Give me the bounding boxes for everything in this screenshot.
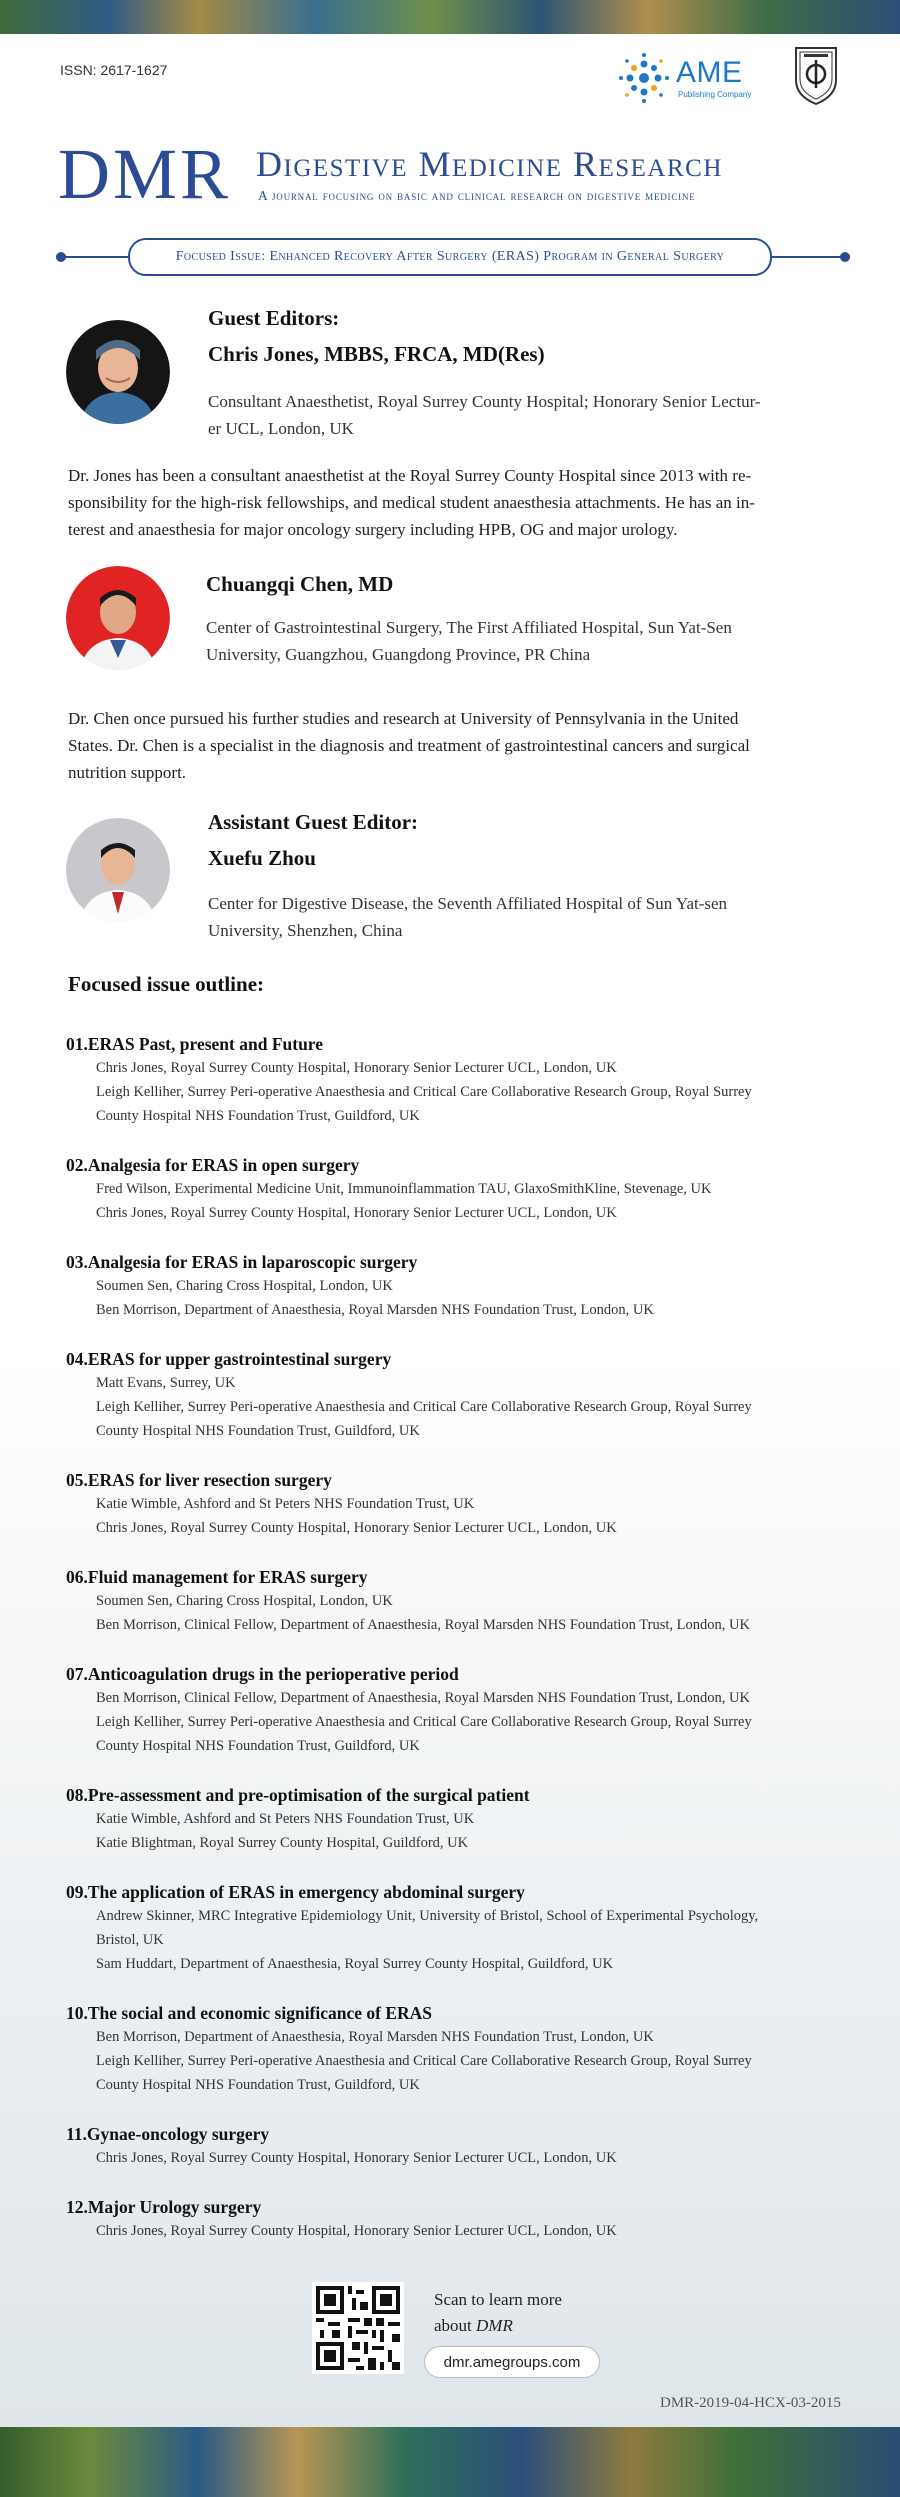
scan-prefix: about bbox=[434, 2316, 477, 2335]
outline-item bbox=[66, 1783, 846, 1855]
outline-item-title: 11.Gynae-oncology surgery bbox=[66, 2124, 270, 2144]
avatar-chris-jones bbox=[66, 320, 170, 424]
outline-author: Soumen Sen, Charing Cross Hospital, London, UK bbox=[96, 1278, 393, 1294]
bio-line: States. Dr. Chen is a specialist in the diagnosis and treatment of gastrointestinal cancers and surgical bbox=[68, 736, 750, 755]
outline-author: Fred Wilson, Experimental Medicine Unit, Immunoinflammation TAU, GlaxoSmithKline, Stevenage, UK bbox=[96, 1181, 712, 1197]
editor-affiliation bbox=[208, 388, 848, 442]
editor-name: Chris Jones, MBBS, FRCA, MD(Res) bbox=[208, 342, 545, 366]
ame-logo[interactable] bbox=[618, 48, 768, 104]
ame-subtitle: Publishing Company bbox=[678, 90, 752, 99]
ame-dots-icon bbox=[618, 52, 670, 104]
university-seal-icon bbox=[792, 44, 840, 106]
outline-author: Chris Jones, Royal Surrey County Hospital, Honorary Senior Lecturer UCL, London, UK bbox=[96, 2223, 617, 2239]
affiliation-line: er UCL, London, UK bbox=[208, 419, 354, 438]
bio-line: Dr. Jones has been a consultant anaesthetist at the Royal Surrey County Hospital since 2013 with re- bbox=[68, 466, 752, 485]
outline-item-title: 02.Analgesia for ERAS in open surgery bbox=[66, 1155, 360, 1175]
outline-item bbox=[66, 2195, 846, 2243]
outline-author: Andrew Skinner, MRC Integrative Epidemiology Unit, University of Bristol, School of Experimental Psychology, bbox=[96, 1908, 759, 1924]
affiliation-line: Center of Gastrointestinal Surgery, The First Affiliated Hospital, Sun Yat-Sen bbox=[206, 618, 732, 637]
bio-line: terest and anaesthesia for major oncology surgery including HPB, OG and major urology. bbox=[68, 520, 678, 539]
outline-item-title: 12.Major Urology surgery bbox=[66, 2197, 262, 2217]
issn-label: ISSN: 2617-1627 bbox=[60, 62, 168, 78]
document-code: DMR-2019-04-HCX-03-2015 bbox=[660, 2395, 841, 2411]
outline-item bbox=[66, 1880, 846, 1976]
journal-subtitle: A journal focusing on basic and clinical research on digestive medicine bbox=[258, 188, 696, 203]
outline-author: Leigh Kelliher, Surrey Peri-operative Anaesthesia and Critical Care Collaborative Research Group, Royal Surrey bbox=[96, 1399, 752, 1415]
divider-cap-left bbox=[56, 252, 66, 262]
outline-item bbox=[66, 1662, 846, 1758]
outline-item-title: 01.ERAS Past, present and Future bbox=[66, 1034, 324, 1054]
outline-item-title: 09.The application of ERAS in emergency abdominal surgery bbox=[66, 1882, 525, 1902]
outline-author: County Hospital NHS Foundation Trust, Guildford, UK bbox=[96, 1423, 420, 1439]
outline-item-title: 03.Analgesia for ERAS in laparoscopic surgery bbox=[66, 1252, 418, 1272]
outline-author: Chris Jones, Royal Surrey County Hospital, Honorary Senior Lecturer UCL, London, UK bbox=[96, 1520, 617, 1536]
outline-item bbox=[66, 1032, 846, 1128]
affiliation-line: Center for Digestive Disease, the Seventh Affiliated Hospital of Sun Yat-sen bbox=[208, 894, 728, 913]
outline-item bbox=[66, 1468, 846, 1540]
outline-author: County Hospital NHS Foundation Trust, Guildford, UK bbox=[96, 1738, 420, 1754]
website-link[interactable]: dmr.amegroups.com bbox=[424, 2346, 600, 2378]
scan-text bbox=[434, 2287, 562, 2339]
focused-issue-banner: Focused Issue: Enhanced Recovery After Surgery (ERAS) Program in General Surgery bbox=[128, 238, 772, 276]
affiliation-line: Consultant Anaesthetist, Royal Surrey County Hospital; Honorary Senior Lectur- bbox=[208, 392, 761, 411]
outline-item-title: 08.Pre-assessment and pre-optimisation of the surgical patient bbox=[66, 1785, 530, 1805]
outline-item-title: 05.ERAS for liver resection surgery bbox=[66, 1470, 332, 1490]
outline-author: Soumen Sen, Charing Cross Hospital, London, UK bbox=[96, 1593, 393, 1609]
editor-bio bbox=[68, 705, 840, 786]
bio-line: sponsibility for the high-risk fellowships, and medical student anaesthesia attachments. He has an in- bbox=[68, 493, 755, 512]
outline-item-title: 06.Fluid management for ERAS surgery bbox=[66, 1567, 368, 1587]
outline-item bbox=[66, 1347, 846, 1443]
journal-abbreviation: DMR bbox=[58, 134, 232, 214]
outline-author: Ben Morrison, Department of Anaesthesia, Royal Marsden NHS Foundation Trust, London, UK bbox=[96, 1302, 654, 1318]
editor-affiliation bbox=[208, 890, 848, 944]
outline-author: Chris Jones, Royal Surrey County Hospital, Honorary Senior Lecturer UCL, London, UK bbox=[96, 1205, 617, 1221]
editor-bio bbox=[68, 462, 840, 543]
outline-item bbox=[66, 1153, 846, 1225]
bio-line: nutrition support. bbox=[68, 763, 187, 782]
outline-author: County Hospital NHS Foundation Trust, Guildford, UK bbox=[96, 2077, 420, 2093]
outline-author: Ben Morrison, Department of Anaesthesia, Royal Marsden NHS Foundation Trust, London, UK bbox=[96, 2029, 654, 2045]
outline-heading: Focused issue outline: bbox=[68, 972, 265, 996]
outline-item bbox=[66, 2001, 846, 2097]
outline-author: Katie Blightman, Royal Surrey County Hospital, Guildford, UK bbox=[96, 1835, 469, 1851]
outline-author: Sam Huddart, Department of Anaesthesia, Royal Surrey County Hospital, Guildford, UK bbox=[96, 1956, 614, 1972]
avatar-xuefu-zhou bbox=[66, 818, 170, 922]
qr-code-icon[interactable] bbox=[312, 2282, 404, 2374]
outline-author: Leigh Kelliher, Surrey Peri-operative Anaesthesia and Critical Care Collaborative Research Group, Royal Surrey bbox=[96, 1084, 752, 1100]
outline-item bbox=[66, 2122, 846, 2170]
outline-item bbox=[66, 1250, 846, 1322]
outline-item-title: 07.Anticoagulation drugs in the perioperative period bbox=[66, 1664, 459, 1684]
outline-author: Chris Jones, Royal Surrey County Hospital, Honorary Senior Lecturer UCL, London, UK bbox=[96, 2150, 617, 2166]
outline-author: Matt Evans, Surrey, UK bbox=[96, 1375, 236, 1391]
top-decorative-band bbox=[0, 0, 900, 34]
outline-item-title: 10.The social and economic significance of ERAS bbox=[66, 2003, 433, 2023]
outline-author: Chris Jones, Royal Surrey County Hospital, Honorary Senior Lecturer UCL, London, UK bbox=[96, 1060, 617, 1076]
avatar-chuangqi-chen bbox=[66, 566, 170, 670]
scan-journal: DMR bbox=[476, 2316, 513, 2335]
journal-title: Digestive Medicine Research bbox=[256, 144, 723, 184]
divider-cap-right bbox=[840, 252, 850, 262]
scan-line: Scan to learn more bbox=[434, 2290, 562, 2309]
scan-line bbox=[434, 2313, 562, 2339]
outline-author: Ben Morrison, Clinical Fellow, Department of Anaesthesia, Royal Marsden NHS Foundation Trust, London, UK bbox=[96, 1690, 750, 1706]
affiliation-line: University, Shenzhen, China bbox=[208, 921, 403, 940]
outline-author: Katie Wimble, Ashford and St Peters NHS Foundation Trust, UK bbox=[96, 1496, 475, 1512]
bio-line: Dr. Chen once pursued his further studies and research at University of Pennsylvania in the United bbox=[68, 709, 739, 728]
affiliation-line: University, Guangzhou, Guangdong Province, PR China bbox=[206, 645, 591, 664]
assistant-editor-label: Assistant Guest Editor: bbox=[208, 810, 419, 834]
bottom-decorative-band bbox=[0, 2427, 900, 2497]
outline-author: County Hospital NHS Foundation Trust, Guildford, UK bbox=[96, 1108, 420, 1124]
outline-author: Leigh Kelliher, Surrey Peri-operative Anaesthesia and Critical Care Collaborative Research Group, Royal Surrey bbox=[96, 2053, 752, 2069]
outline-item bbox=[66, 1565, 846, 1637]
outline-author: Ben Morrison, Clinical Fellow, Department of Anaesthesia, Royal Marsden NHS Foundation Trust, London, UK bbox=[96, 1617, 750, 1633]
ame-wordmark: AME bbox=[676, 56, 743, 89]
editor-name: Chuangqi Chen, MD bbox=[206, 572, 394, 596]
outline-author: Leigh Kelliher, Surrey Peri-operative Anaesthesia and Critical Care Collaborative Research Group, Royal Surrey bbox=[96, 1714, 752, 1730]
guest-editors-label: Guest Editors: bbox=[208, 306, 340, 330]
outline-item-title: 04.ERAS for upper gastrointestinal surgery bbox=[66, 1349, 392, 1369]
outline-author: Bristol, UK bbox=[96, 1932, 164, 1948]
editor-name: Xuefu Zhou bbox=[208, 846, 316, 870]
outline-author: Katie Wimble, Ashford and St Peters NHS Foundation Trust, UK bbox=[96, 1811, 475, 1827]
editor-affiliation bbox=[206, 614, 846, 668]
